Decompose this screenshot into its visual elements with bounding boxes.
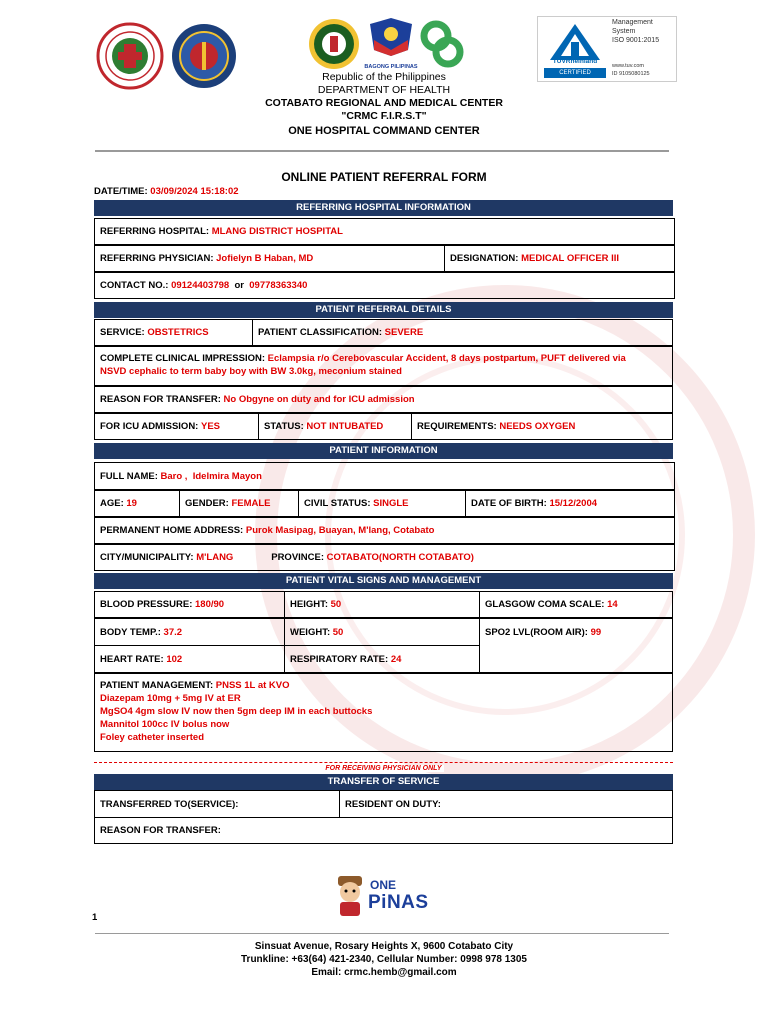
gender-value: FEMALE	[231, 498, 271, 509]
requirements-value: NEEDS OXYGEN	[499, 421, 576, 432]
body-temp-label: BODY TEMP.:	[100, 626, 161, 638]
service-value: OBSTETRICS	[147, 327, 209, 338]
one-pinas-logo-text-1: ONE	[370, 878, 397, 892]
address-cell	[94, 517, 675, 544]
tuv-certified-badge: CERTIFIED	[544, 68, 606, 78]
resident-on-duty-label: RESIDENT ON DUTY:	[345, 798, 441, 810]
receiving-divider-text: FOR RECEIVING PHYSICIAN ONLY	[325, 765, 442, 772]
respiratory-rate-label: RESPIRATORY RATE:	[290, 653, 389, 665]
management-line-4: Mannitol 100cc IV bolus now	[100, 719, 230, 730]
age-value: 19	[126, 498, 137, 509]
footer-phones: Trunkline: +63(64) 421-2340, Cellular Number: 0998 978 1305	[241, 954, 527, 965]
icu-value: YES	[200, 421, 220, 432]
tuv-system-line-3: ISO 9001:2015	[612, 37, 660, 44]
status-value: NOT INTUBATED	[306, 421, 384, 432]
full-name-label: FULL NAME:	[100, 470, 158, 482]
classification-cell	[252, 319, 673, 346]
bagong-pilipinas-logo	[364, 14, 418, 66]
full-name-value: Baro , Idelmira Mayon	[160, 470, 262, 482]
datetime-label: DATE/TIME:	[94, 186, 148, 197]
tuv-brand-text: TÜVRheinland	[552, 58, 598, 65]
province-value: COTABATO(NORTH COTABATO)	[326, 552, 474, 563]
impression-label: COMPLETE CLINICAL IMPRESSION:	[100, 353, 266, 364]
heart-rate-cell	[94, 645, 285, 673]
receiving-reason-label: REASON FOR TRANSFER:	[100, 825, 221, 836]
gcs-cell	[479, 591, 673, 618]
civil-status-cell	[298, 490, 466, 517]
designation-cell	[444, 245, 675, 272]
referring-physician-cell	[94, 245, 445, 272]
status-cell	[258, 413, 412, 440]
header-line-doh: DEPARTMENT OF HEALTH	[317, 84, 451, 96]
referring-physician-value: Jofielyn B Haban, MD	[216, 253, 314, 264]
spo2-cell	[479, 618, 673, 673]
city-label: CITY/MUNICIPALITY:	[100, 552, 194, 563]
transfer-reason-value: No Obgyne on duty and for ICU admission	[223, 394, 415, 405]
gcs-value: 14	[607, 599, 618, 610]
height-cell	[284, 591, 480, 618]
green-ribbon-logo	[418, 18, 466, 70]
spo2-value: 99	[590, 627, 602, 638]
designation-label: DESIGNATION:	[450, 253, 519, 264]
requirements-cell	[411, 413, 673, 440]
icu-label: FOR ICU ADMISSION:	[100, 421, 199, 432]
receiving-divider	[94, 757, 673, 772]
transfer-reason-label: REASON FOR TRANSFER:	[100, 394, 221, 405]
bagong-pilipinas-text: BAGONG PILIPINAS	[364, 64, 418, 70]
requirements-label: REQUIREMENTS:	[417, 421, 497, 432]
address-value: Purok Masipag, Buayan, M'lang, Cotabato	[245, 525, 435, 536]
header-line-republic: Republic of the Philippines	[322, 71, 446, 83]
designation-value: MEDICAL OFFICER III	[521, 253, 620, 264]
respiratory-rate-value: 24	[390, 653, 402, 665]
contact-value-1: 09124403798	[171, 280, 230, 291]
patient-management-cell	[94, 673, 673, 752]
classification-label: PATIENT CLASSIFICATION:	[258, 327, 383, 338]
blood-pressure-value: 180/90	[195, 599, 225, 610]
blood-pressure-label: BLOOD PRESSURE:	[100, 599, 193, 610]
one-pinas-mascot-logo	[332, 872, 368, 920]
section-transfer-of-service: TRANSFER OF SERVICE	[94, 774, 673, 790]
transferred-to-label: TRANSFERRED TO(SERVICE):	[100, 798, 239, 810]
impression-cell	[94, 346, 673, 386]
contact-label: CONTACT NO.:	[100, 280, 169, 291]
footer-address: Sinsuat Avenue, Rosary Heights X, 9600 Cotabato City	[254, 941, 514, 952]
referring-hospital-label: REFERRING HOSPITAL:	[100, 226, 210, 237]
gender-label: GENDER:	[185, 498, 229, 509]
transferred-to-cell[interactable]	[94, 790, 340, 818]
one-pinas-logo-text-2: PiNAS	[368, 892, 429, 913]
height-label: HEIGHT:	[290, 599, 328, 610]
heart-rate-value: 102	[166, 653, 183, 665]
datetime-value: 03/09/2024 15:18:02	[150, 186, 239, 197]
form-title: ONLINE PATIENT REFERRAL FORM	[281, 170, 487, 184]
civil-status-label: CIVIL STATUS:	[304, 498, 371, 509]
header-line-first: "CRMC F.I.R.S.T"	[341, 110, 427, 122]
section-referring-hospital: REFERRING HOSPITAL INFORMATION	[94, 200, 673, 216]
page-number: 1	[92, 912, 98, 923]
section-referral-details: PATIENT REFERRAL DETAILS	[94, 302, 673, 318]
body-temp-cell	[94, 618, 285, 646]
contact-or: or	[234, 280, 244, 291]
respiratory-rate-cell	[284, 645, 480, 673]
management-line-5: Foley catheter inserted	[100, 732, 205, 743]
address-label: PERMANENT HOME ADDRESS:	[100, 525, 244, 536]
header-line-crmc: COTABATO REGIONAL AND MEDICAL CENTER	[265, 97, 503, 109]
dob-cell	[465, 490, 675, 517]
service-cell	[94, 319, 253, 346]
impression-value-2: NSVD cephalic to term baby boy with BW 3.0kg, meconium stained	[100, 366, 402, 377]
age-cell	[94, 490, 180, 517]
referring-physician-label: REFERRING PHYSICIAN:	[100, 253, 214, 264]
city-province-cell	[94, 544, 675, 571]
civil-status-value: SINGLE	[373, 498, 409, 509]
footer-divider	[95, 933, 669, 934]
receiving-reason-cell[interactable]	[94, 817, 673, 844]
resident-on-duty-cell[interactable]	[339, 790, 673, 818]
transfer-reason-cell	[94, 386, 673, 413]
section-patient-information: PATIENT INFORMATION	[94, 443, 673, 459]
doh-seal-logo	[96, 22, 164, 90]
tuv-url: www.tuv.com	[612, 63, 644, 69]
referring-hospital-cell	[94, 218, 675, 245]
service-label: SERVICE:	[100, 327, 145, 338]
section-vital-signs: PATIENT VITAL SIGNS AND MANAGEMENT	[94, 573, 673, 589]
impression-value-1: Eclampsia r/o Cerebovascular Accident, 8 days postpartum, PUFT delivered via	[267, 353, 626, 364]
header-divider	[95, 150, 669, 152]
referring-hospital-value: MLANG DISTRICT HOSPITAL	[211, 226, 343, 237]
patient-management-label: PATIENT MANAGEMENT:	[100, 680, 214, 691]
gcs-label: GLASGOW COMA SCALE:	[485, 599, 605, 610]
city-value: M'LANG	[196, 552, 234, 563]
gender-cell	[179, 490, 299, 517]
tuv-triangle-icon	[544, 20, 606, 62]
dob-label: DATE OF BIRTH:	[471, 498, 547, 509]
weight-label: WEIGHT:	[290, 626, 331, 638]
dob-value: 15/12/2004	[549, 498, 598, 509]
status-label: STATUS:	[264, 421, 304, 432]
body-temp-value: 37.2	[163, 626, 183, 638]
heart-rate-label: HEART RATE:	[100, 653, 164, 665]
management-line-1: PNSS 1L at KVO	[215, 680, 290, 691]
contact-value-2: 09778363340	[249, 280, 308, 291]
form-datetime	[94, 186, 239, 197]
blood-pressure-cell	[94, 591, 285, 618]
contact-cell	[94, 272, 675, 299]
tuv-system-line-1: Management	[612, 19, 653, 26]
province-label: PROVINCE:	[271, 552, 325, 563]
classification-value: SEVERE	[384, 327, 424, 338]
spo2-label: SPO2 LVL(ROOM AIR):	[485, 627, 588, 638]
full-name-cell	[94, 462, 675, 490]
header-line-command-center: ONE HOSPITAL COMMAND CENTER	[288, 125, 480, 137]
management-line-2: Diazepam 10mg + 5mg IV at ER	[100, 693, 241, 704]
tuv-id: ID 9105080125	[612, 71, 650, 77]
weight-value: 50	[332, 626, 344, 638]
doh-department-logo	[308, 18, 360, 70]
tuv-system-line-2: System	[612, 28, 636, 35]
management-line-3: MgSO4 4gm slow IV now then 5gm deep IM in each buttocks	[100, 706, 373, 717]
height-value: 50	[330, 599, 342, 610]
age-label: AGE:	[100, 498, 124, 509]
footer-email: Email: crmc.hemb@gmail.com	[311, 967, 457, 978]
icu-cell	[94, 413, 259, 440]
weight-cell	[284, 618, 480, 646]
